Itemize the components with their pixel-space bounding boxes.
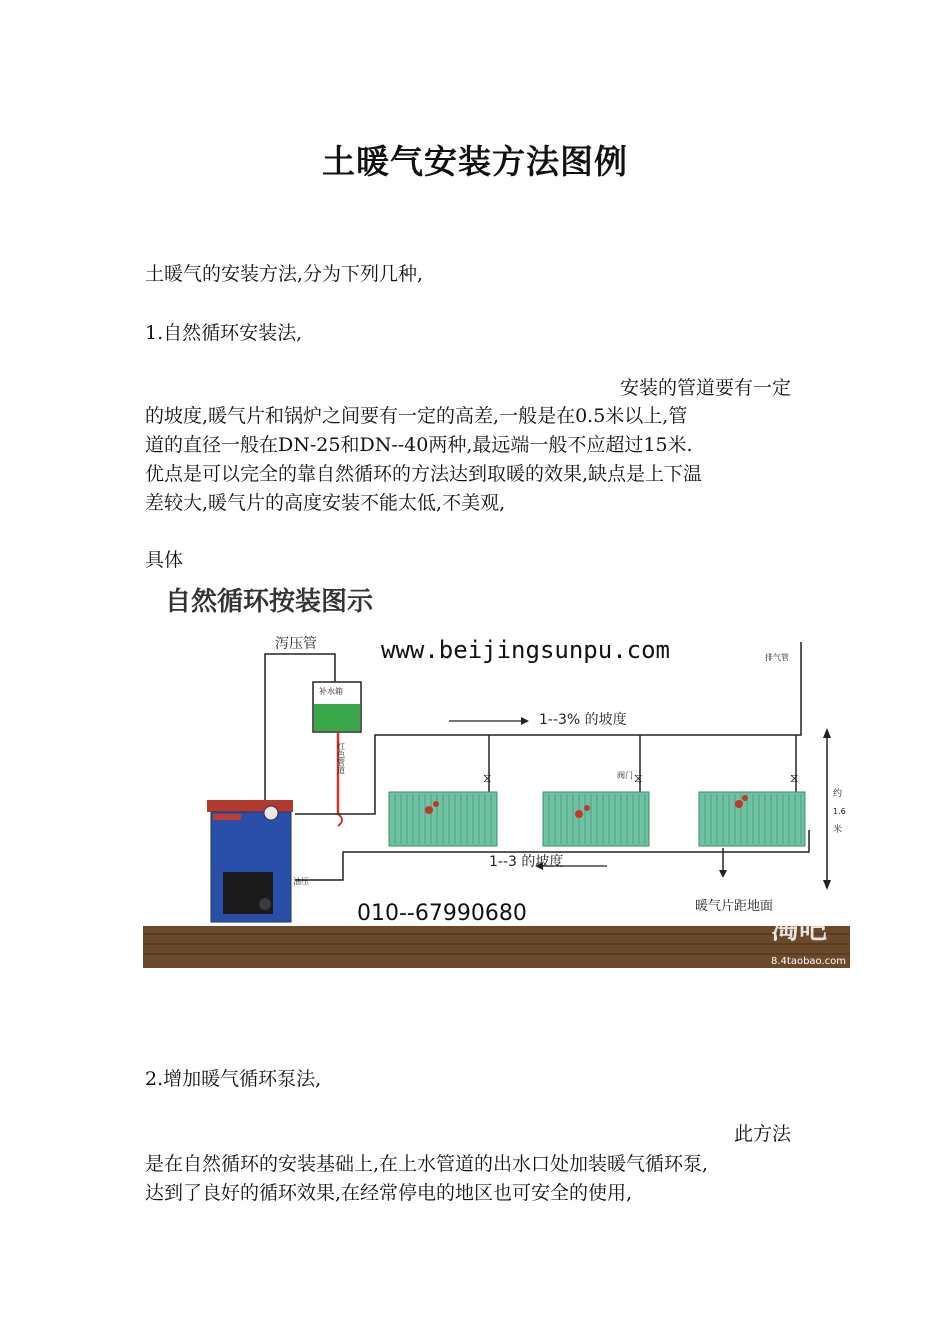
radiator-2 (543, 792, 649, 846)
section2-heading: 2.增加暖气循环泵法, (145, 1068, 322, 1090)
height-arrow-top (823, 728, 831, 738)
pressure-pipe (265, 654, 335, 814)
installation-diagram (143, 582, 850, 968)
section1-line-1: 安装的管道要有一定 (619, 377, 791, 399)
label-exhaust: 排气管 (765, 653, 789, 662)
diagram-url: www.beijingsunpu.com (381, 636, 670, 664)
radiator-3 (699, 792, 805, 846)
supply-pipe (295, 642, 801, 814)
figure-caption-prefix: 具体 (145, 549, 184, 571)
diagram-phone: 010--67990680 (357, 901, 527, 926)
section1-line-3: 道的直径一般在DN-25和DN--40两种,最远端一般不应超过15米. (145, 434, 693, 456)
section2-line-3: 达到了良好的循环效果,在经常停电的地区也可安全的使用, (145, 1182, 633, 1204)
label-height-3: 米 (833, 825, 843, 835)
watermark-site: 8.4taobao.com (771, 956, 847, 967)
radiator-1 (389, 792, 497, 846)
ground (143, 926, 850, 968)
valve-icon-3: ⧖ (790, 771, 799, 785)
section2-line-2: 是在自然循环的安装基础上,在上水管道的出水口处加装暖气循环泵, (145, 1153, 709, 1175)
top-slope-arrowhead (521, 717, 529, 725)
section1-line-2: 的坡度,暖气片和锅炉之间要有一定的高差,一般是在0.5米以上,管 (145, 405, 688, 427)
section1-heading: 1.自然循环安装法, (145, 322, 303, 344)
label-top-slope: 1--3% 的坡度 (539, 712, 627, 728)
red-pipe-bend (338, 814, 342, 826)
diagram-title: 自然循环按装图示 (165, 587, 374, 617)
tank-water (314, 704, 360, 731)
label-tank: 补水箱 (319, 687, 343, 696)
label-pressure-pipe: 泻压管 (275, 636, 317, 652)
boiler (207, 800, 293, 922)
label-height-1: 约 (833, 789, 843, 799)
label-valve: 阀门 (617, 771, 633, 780)
intro-text: 土暖气的安装方法,分为下列几种, (145, 263, 424, 285)
watermark-logo: 淘吧 (771, 912, 828, 945)
label-return: 油压 (293, 877, 309, 886)
radiator-height-arrowhead (719, 870, 727, 878)
label-radiator-note: 暖气片距地面 (695, 899, 774, 914)
height-arrow-bottom (823, 880, 831, 890)
section1-line-4: 优点是可以完全的靠自然循环的方法达到取暖的效果,缺点是上下温 (145, 463, 703, 485)
section1-line-5: 差较大,暖气片的高度安装不能太低,不美观, (145, 492, 506, 514)
label-height-2: 1.6 (833, 807, 846, 816)
page-title: 土暖气安装方法图例 (322, 142, 628, 181)
valve-icon-1: ⧖ (483, 771, 492, 785)
valve-icon-2: ⧖ (634, 771, 643, 785)
section2-line-1: 此方法 (733, 1123, 791, 1145)
label-bottom-slope: 1--3 的坡度 (489, 854, 564, 870)
label-tank-pipe: 红色管道 (336, 742, 346, 774)
